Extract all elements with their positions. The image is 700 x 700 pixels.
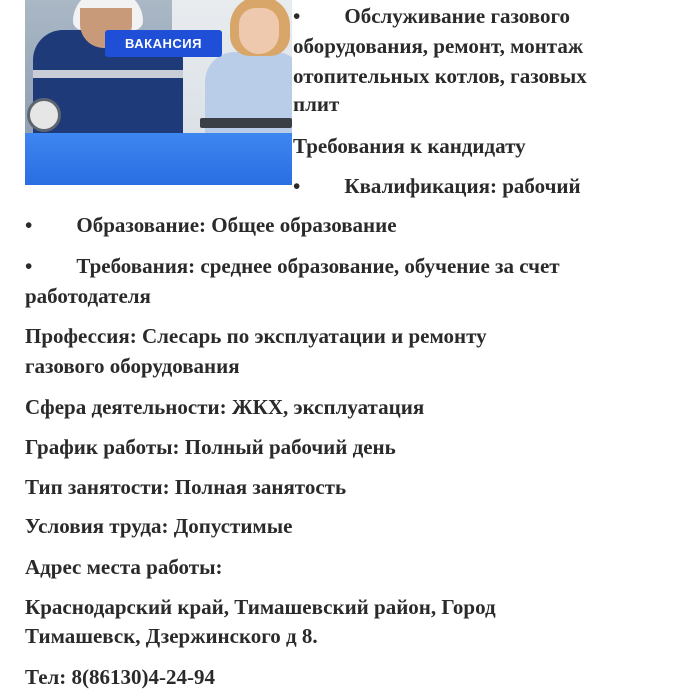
address-line1: Краснодарский край, Тимашевский район, Город [25, 595, 496, 619]
requirements-item-line2: работодателя [25, 284, 151, 308]
profession-line2: газового оборудования [25, 354, 240, 378]
bullet-icon: • [293, 4, 301, 28]
qualification-item: • Квалификация: рабочий [293, 171, 581, 201]
work-schedule: График работы: Полный рабочий день [25, 435, 396, 459]
woman-face [239, 8, 279, 54]
bullet-icon: • [25, 254, 33, 278]
requirements-item-line1: • Требования: среднее образование, обучение за счет [25, 251, 560, 281]
vacancy-photo [25, 0, 292, 185]
duties-item-line2: оборудования, ремонт, монтаж [293, 34, 584, 58]
address-line2: Тимашевск, Дзержинского д 8. [25, 624, 318, 648]
employment-type: Тип занятости: Полная занятость [25, 475, 347, 499]
requirements-heading: Требования к кандидату [293, 134, 526, 158]
woman-figure [205, 52, 292, 142]
pressure-gauge-icon [27, 98, 61, 132]
address-label: Адрес места работы: [25, 555, 223, 579]
vacancy-badge: ВАКАНСИЯ [105, 30, 222, 57]
working-conditions: Условия труда: Допустимые [25, 514, 293, 538]
laptop-icon [200, 118, 292, 128]
phone-number: Тел: 8(86130)4-24-94 [25, 665, 216, 689]
profession-line1: Профессия: Слесарь по эксплуатации и ремонту [25, 324, 487, 348]
education-item: • Образование: Общее образование [25, 210, 397, 240]
worker-uniform-stripe [33, 70, 183, 78]
duties-item-line1: • Обслуживание газового [293, 1, 570, 31]
duties-item-line4: плит [293, 92, 340, 116]
bullet-icon: • [25, 213, 33, 237]
bullet-icon: • [293, 174, 301, 198]
sphere-of-activity: Сфера деятельности: ЖКХ, эксплуатация [25, 395, 425, 419]
duties-item-line3: отопительных котлов, газовых [293, 64, 587, 88]
photo-blue-band [25, 133, 292, 185]
